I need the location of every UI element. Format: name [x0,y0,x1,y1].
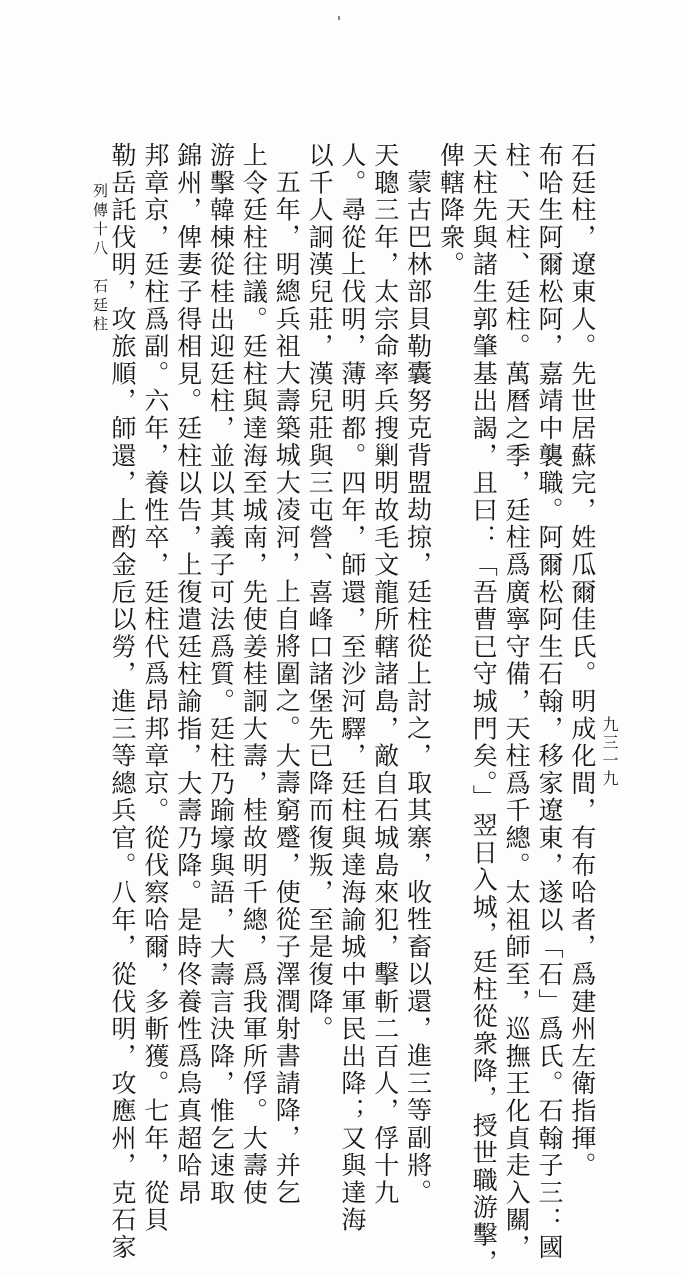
text-column-1 [567,142,597,1180]
text-column-13 [173,142,203,1207]
text-column-6 [403,142,433,1207]
column-text: 上令廷柱往議。廷柱與達海至城南，先使姜桂詗大壽，桂故明千總，爲我軍所俘。大壽使 [239,142,269,1207]
text-column-2 [534,142,564,1262]
text-column-5 [436,142,466,927]
column-text: 錦州，俾妻子得相見。廷柱以告，上復遣廷柱諭指，大壽乃降。是時佟養性爲烏真超哈昂 [173,142,203,1207]
column-text: 人。尋從上伐明，薄明都。四年，師還，至沙河驛，廷柱與達海諭城中軍民出降；又與達海 [337,142,367,1234]
text-column-3 [502,142,532,1262]
column-text: 游擊韓棟從桂出迎廷柱，並以其義子可法爲質。廷柱乃踰壕與語，大壽言決降，惟乞速取 [206,142,236,1207]
text-column-12 [206,142,236,1207]
text-column-4 [469,142,499,1276]
column-text: 以千人詗漢兒莊，漢兒莊與三屯營、喜峰口諸堡先已降而復叛，至是復降。 [305,142,335,1043]
text-column-15 [108,142,137,1262]
column-text: 布哈生阿爾松阿，嘉靖中襲職。阿爾松阿生石翰，移家遼東，遂以「石」爲氏。石翰子三：國 [534,142,564,1262]
page-speck [338,16,340,20]
column-text: 天柱先與諸生郭肇基出謁，且曰：「吾曹已守城門矣。」翌日入城，廷柱從衆降，授世職游擊， [469,142,499,1276]
text-column-8 [337,142,367,1234]
column-text: 勒岳託伐明，攻旅順，師還，上酌金卮以勞，進三等總兵官。八年，從伐明，攻應州，克石家 [108,142,137,1262]
text-column-10 [272,142,302,1207]
running-head: 列傳十八 石廷柱 [91,183,109,335]
column-text: 五年，明總兵祖大壽築城大凌河，上自將圍之。大壽窮蹙，使從子澤潤射書請降，并乞 [272,169,302,1207]
text-column-7 [370,142,400,1207]
column-text: 邦章京，廷柱爲副。六年，養性卒，廷柱代爲昂邦章京。從伐察哈爾，多斬獲。七年，從貝 [140,142,170,1234]
column-text: 俾轄降衆。 [436,142,466,279]
column-text: 石廷柱，遼東人。先世居蘇完，姓瓜爾佳氏。明成化間，有布哈者，爲建州左衛指揮。 [567,142,597,1180]
column-text: 蒙古巴林部貝勒囊努克背盟劫掠，廷柱從上討之，取其寨，收牲畜以還，進三等副將。 [403,169,433,1207]
main-text-block [108,142,597,1276]
page-number: 九三一九 [600,716,619,788]
text-column-11 [239,142,269,1207]
column-text: 天聰三年，太宗命率兵搜剿明故毛文龍所轄諸島，敵自石城島來犯，擊斬二百人，俘十九 [370,142,400,1207]
text-column-14 [140,142,170,1234]
column-text: 柱、天柱、廷柱。萬曆之季，廷柱爲廣寧守備，天柱爲千總。太祖師至，巡撫王化貞走入關， [502,142,532,1262]
text-column-9 [305,142,335,1043]
